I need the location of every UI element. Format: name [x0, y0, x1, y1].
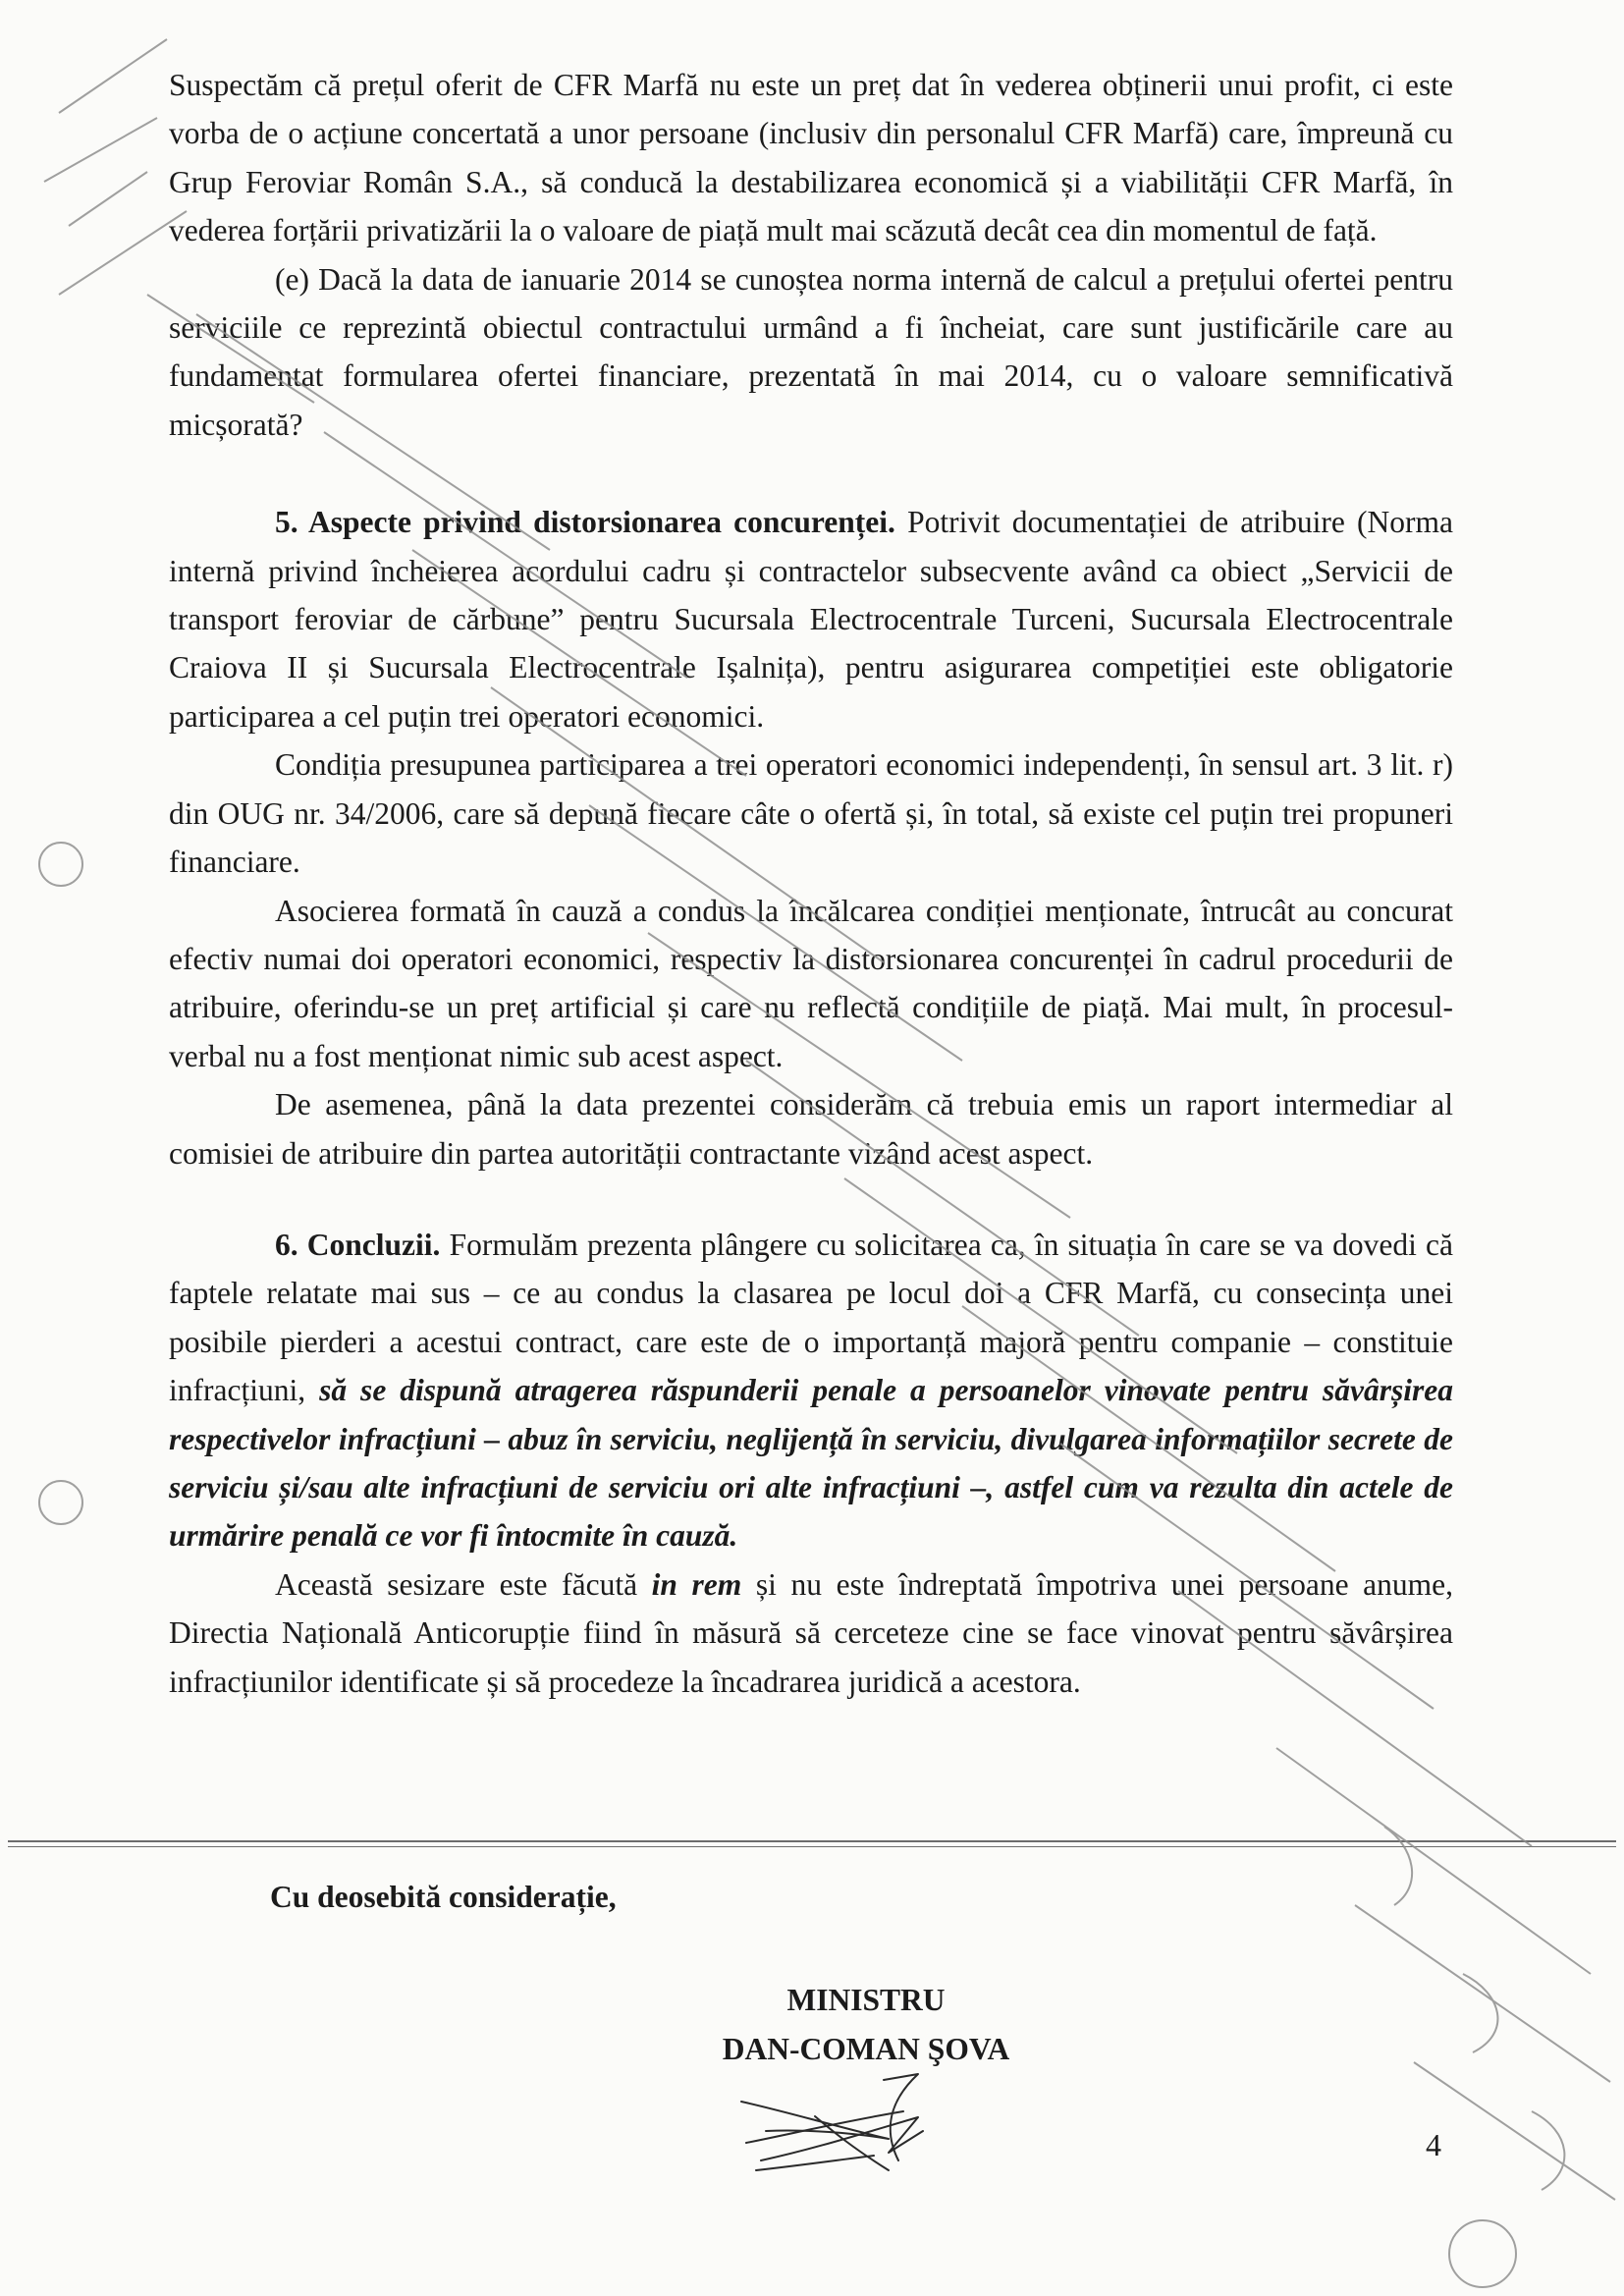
section-5-text: Potrivit documentației de atribuire (Norma internă privind încheierea acordului cadru și contractelor subsecvente având ca obiect „Servicii de transport feroviar de cărbune” pentru Sucursala Electrocentrale Turceni, Sucursala Electrocentrale Craiova II și Sucursala Electrocentrale Ișalnița), pentru asigurarea competiției este obligatorie participarea a cel puțin trei operatori economici.: [169, 505, 1453, 734]
signatory-role: MINISTRU: [786, 1983, 946, 2017]
page-number: 4: [1426, 2127, 1441, 2162]
in-rem-term: in rem: [651, 1566, 742, 1602]
paragraph-in-rem: [169, 1560, 1453, 1706]
paragraph-suspicion: Suspectăm că prețul oferit de CFR Marfă nu este un preț dat în vederea obținerii unui profit, ci este vorba de o acțiune concertată a unor persoane (inclusiv din personalul CFR Marfă) care, împreună cu Grup Feroviar Român S.A., să conducă la destabilizarea economică și a viabilității CFR Marfă, în vederea forțării privatizării la o valoare de piață mult mai scăzută decât cea din momentul de față.: [169, 68, 1453, 248]
signatory-name: DAN-COMAN ŞOVA: [722, 2032, 1010, 2066]
section-6-request: să se dispună atragerea răspunderii penale a persoanelor vinovate pentru săvârșirea respectivelor infracțiuni – abuz în serviciu, neglijență în serviciu, divulgarea informațiilor secrete de serviciu și/sau alte infracțiuni de serviciu ori alte infracțiuni –, astfel cum va rezulta din actele de urmărire penală ce vor fi întocmite în cauză.: [169, 1373, 1453, 1554]
section-6-text: Formulăm prezenta plângere cu solicitarea ca, în situația în care se va dovedi că faptele relatate mai sus – ce au condus la clasarea pe locul doi a CFR Marfă, cu consecința unei posibile pierderi a acestui contract, care este de o importanță majoră pentru companie – constituie infracțiuni,: [169, 1227, 1453, 1408]
paragraph-question-e: (e) Dacă la data de ianuarie 2014 se cunoștea norma internă de calcul a prețului ofertei pentru serviciile ce reprezintă obiectul contractului urmând a fi încheiat, care sunt justificările care au fundamentat formularea ofertei financiare, prezentată în mai 2014, cu o valoare semnificativă micșorată?: [169, 261, 1453, 442]
section-5-paragraph: [169, 498, 1453, 740]
separator-line-bottom: [8, 1846, 1616, 1847]
paragraph-report: De asemenea, până la data prezentei considerăm că trebuia emis un raport intermediar al comisiei de atribuire din partea autorității contractante vizând acest aspect.: [169, 1087, 1453, 1171]
in-rem-rest: și nu este îndreptată împotriva unei persoane anume, Directia Națională Anticorupție fiind în măsură să cerceteze cine se face vinovat pentru săvârșirea infracțiunilor identificate și să procedeze la încadrarea juridică a acestora.: [169, 1566, 1453, 1699]
section-6-paragraph: [169, 1221, 1453, 1560]
section-6-heading: 6. Concluzii.: [275, 1227, 441, 1262]
document-body: [169, 61, 1453, 1706]
separator-line-top: [8, 1840, 1616, 1842]
paragraph-association: Asocierea formată în cauză a condus la încălcarea condiției menționate, întrucât au concurat efectiv numai doi operatori economici, respectiv la distorsionarea concurenței în cadrul procedurii de atribuire, oferindu-se un preț artificial și care nu reflectă condițiile de piață. Mai mult, în procesul-verbal nu a fost menționat nimic sub acest aspect.: [169, 893, 1453, 1073]
paragraph-condition: Condiția presupunea participarea a trei operatori economici independenți, în sensul art. 3 lit. r) din OUG nr. 34/2006, care să depună fiecare câte o ofertă și, în total, să existe cel puțin trei propuneri financiare.: [169, 747, 1453, 880]
section-5-heading: 5. Aspecte privind distorsionarea concurenței.: [275, 505, 895, 540]
in-rem-lead: Această sesizare este făcută: [275, 1566, 652, 1602]
closing-salutation: Cu deosebită considerație,: [270, 1880, 617, 1914]
